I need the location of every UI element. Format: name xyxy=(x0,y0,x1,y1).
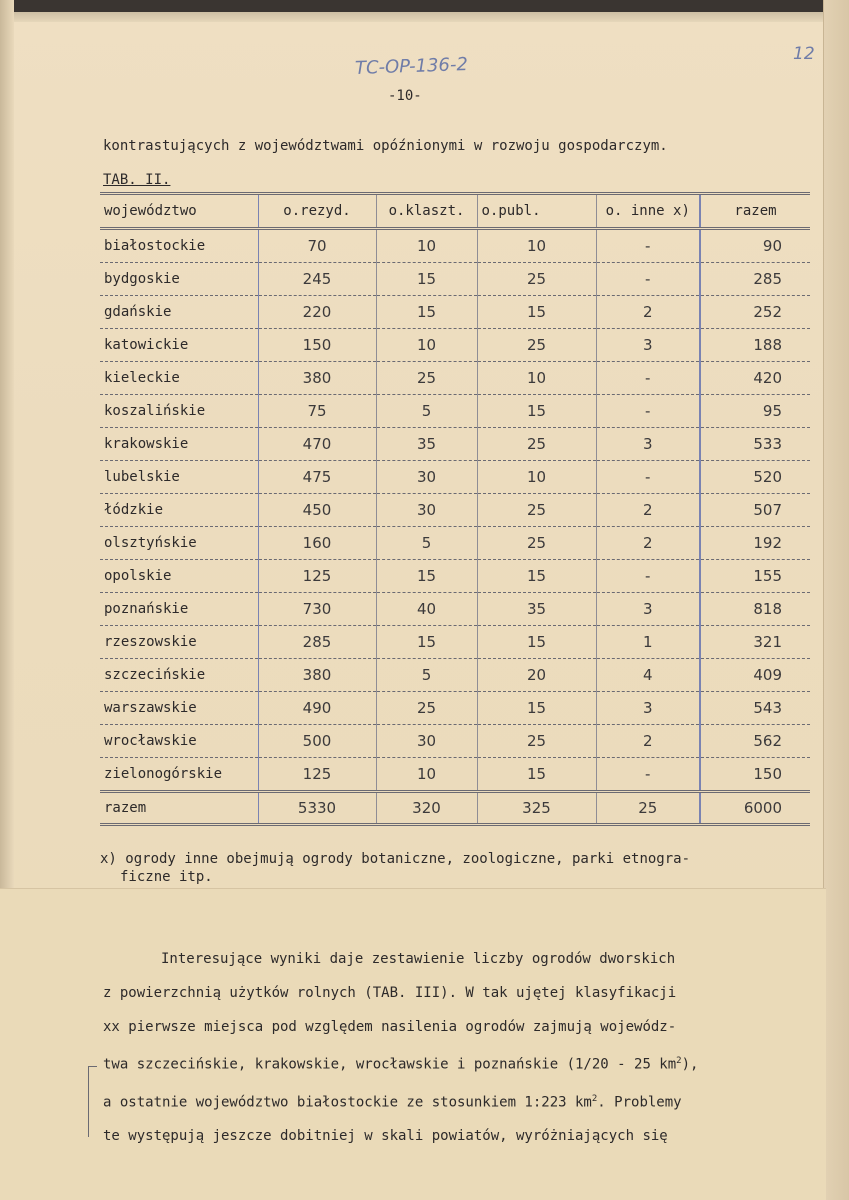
cell-other: 3 xyxy=(596,329,700,362)
total-sum: 6000 xyxy=(700,792,810,825)
cell-voivodeship: opolskie xyxy=(100,560,258,593)
table-row xyxy=(100,263,810,296)
cell-other: 4 xyxy=(596,659,700,692)
table-caption-text: TAB. II. xyxy=(103,172,171,188)
cell-total: 562 xyxy=(700,725,810,758)
cell-total: 192 xyxy=(700,527,810,560)
cell-total: 95 xyxy=(700,395,810,428)
cell-total: 507 xyxy=(700,494,810,527)
cell-residential: 245 xyxy=(258,263,376,296)
cell-total: 409 xyxy=(700,659,810,692)
table-row xyxy=(100,560,810,593)
cell-monastic: 30 xyxy=(376,494,477,527)
table-row xyxy=(100,461,810,494)
total-monastic: 320 xyxy=(376,792,477,825)
cell-public: 25 xyxy=(477,494,596,527)
cell-public: 10 xyxy=(477,362,596,395)
cell-residential: 125 xyxy=(258,758,376,792)
paper-right-edge xyxy=(823,0,849,1200)
cell-public: 15 xyxy=(477,560,596,593)
table-row xyxy=(100,593,810,626)
scan-top-edge xyxy=(0,0,849,12)
paragraph-line-5-text: a ostatnie województwo białostockie ze stosunkiem 1:223 km xyxy=(103,1094,592,1111)
cell-residential: 125 xyxy=(258,560,376,593)
cell-total: 818 xyxy=(700,593,810,626)
margin-bracket-mark xyxy=(88,1066,97,1137)
table-total-row xyxy=(100,792,810,825)
cell-residential: 490 xyxy=(258,692,376,725)
cell-residential: 75 xyxy=(258,395,376,428)
paragraph-line-1: Interesujące wyniki daje zestawienie liczby ogrodów dworskich xyxy=(161,951,676,967)
cell-total: 420 xyxy=(700,362,810,395)
footnote-line-1: x) ogrody inne obejmują ogrody botaniczne, zoologiczne, parki etnogra- xyxy=(100,851,691,867)
cell-residential: 500 xyxy=(258,725,376,758)
cell-residential: 150 xyxy=(258,329,376,362)
cell-total: 188 xyxy=(700,329,810,362)
cell-voivodeship: koszalińskie xyxy=(100,395,258,428)
cell-monastic: 15 xyxy=(376,626,477,659)
table-row xyxy=(100,329,810,362)
superscript: 2 xyxy=(591,1093,598,1104)
cell-residential: 450 xyxy=(258,494,376,527)
cell-monastic: 15 xyxy=(376,296,477,329)
table-row xyxy=(100,725,810,758)
cell-public: 15 xyxy=(477,296,596,329)
cell-voivodeship: olsztyńskie xyxy=(100,527,258,560)
paragraph-line-5-end: . Problemy xyxy=(597,1094,682,1111)
table-row xyxy=(100,659,810,692)
cell-total: 520 xyxy=(700,461,810,494)
cell-public: 25 xyxy=(477,527,596,560)
body-paragraph xyxy=(103,942,823,1153)
cell-public: 10 xyxy=(477,461,596,494)
table-row xyxy=(100,626,810,659)
paragraph-line-2: z powierzchnią użytków rolnych (TAB. III). W tak ujętej klasyfikacji xyxy=(103,985,677,1001)
paragraph-line-6: te występują jeszcze dobitniej w skali powiatów, wyróżniających się xyxy=(103,1128,668,1145)
superscript: 2 xyxy=(676,1056,682,1066)
table-footnote xyxy=(100,850,690,886)
table-row xyxy=(100,494,810,527)
cell-other: - xyxy=(596,362,700,395)
table-row xyxy=(100,527,810,560)
handwritten-page-mark: 12 xyxy=(793,44,815,64)
total-label: razem xyxy=(100,792,258,825)
paragraph-line-4 xyxy=(103,1044,823,1082)
cell-other: 2 xyxy=(596,296,700,329)
table-header-row xyxy=(100,194,810,229)
cell-other: - xyxy=(596,461,700,494)
cell-monastic: 15 xyxy=(376,560,477,593)
cell-public: 15 xyxy=(477,758,596,792)
paragraph-line-4-text: twa szczecińskie, krakowskie, wrocławskie i poznańskie (1/20 - 25 km xyxy=(103,1056,677,1073)
total-other: 25 xyxy=(596,792,700,825)
page-number: -10- xyxy=(388,88,422,104)
total-public: 325 xyxy=(477,792,596,825)
cell-public: 15 xyxy=(477,692,596,725)
cell-monastic: 10 xyxy=(376,758,477,792)
cell-public: 25 xyxy=(477,329,596,362)
cell-voivodeship: bydgoskie xyxy=(100,263,258,296)
gardens-table xyxy=(100,192,810,826)
header-other: o. inne x) xyxy=(596,194,700,229)
cell-voivodeship: lubelskie xyxy=(100,461,258,494)
cell-other: - xyxy=(596,229,700,263)
cell-monastic: 40 xyxy=(376,593,477,626)
header-residential: o.rezyd. xyxy=(258,194,376,229)
total-residential: 5330 xyxy=(258,792,376,825)
table-row xyxy=(100,395,810,428)
header-monastic: o.klaszt. xyxy=(376,194,477,229)
cell-total: 155 xyxy=(700,560,810,593)
cell-residential: 470 xyxy=(258,428,376,461)
cell-voivodeship: łódzkie xyxy=(100,494,258,527)
cell-other: - xyxy=(596,758,700,792)
intro-line: kontrastujących z województwami opóźnionymi w rozwoju gospodarczym. xyxy=(103,138,668,154)
cell-total: 533 xyxy=(700,428,810,461)
cell-other: 3 xyxy=(596,593,700,626)
handwritten-reference-code: TC-OP-136-2 xyxy=(354,54,469,79)
cell-other: - xyxy=(596,560,700,593)
table-row xyxy=(100,362,810,395)
cell-total: 543 xyxy=(700,692,810,725)
paragraph-line-4-end: ), xyxy=(681,1056,699,1073)
cell-residential: 475 xyxy=(258,461,376,494)
cell-voivodeship: wrocławskie xyxy=(100,725,258,758)
cell-residential: 160 xyxy=(258,527,376,560)
cell-other: 2 xyxy=(596,494,700,527)
cell-other: 3 xyxy=(596,428,700,461)
cell-voivodeship: poznańskie xyxy=(100,593,258,626)
cell-residential: 285 xyxy=(258,626,376,659)
cell-monastic: 10 xyxy=(376,329,477,362)
cell-residential: 380 xyxy=(258,362,376,395)
cell-monastic: 5 xyxy=(376,527,477,560)
cell-voivodeship: krakowskie xyxy=(100,428,258,461)
cell-voivodeship: zielonogórskie xyxy=(100,758,258,792)
cell-public: 10 xyxy=(477,229,596,263)
cell-total: 285 xyxy=(700,263,810,296)
cell-residential: 70 xyxy=(258,229,376,263)
paragraph-line-3: xx pierwsze miejsca pod względem nasilenia ogrodów zajmują wojewódz- xyxy=(103,1019,677,1035)
cell-public: 15 xyxy=(477,395,596,428)
cell-public: 35 xyxy=(477,593,596,626)
cell-public: 25 xyxy=(477,725,596,758)
cell-other: 3 xyxy=(596,692,700,725)
table-row xyxy=(100,428,810,461)
cell-monastic: 35 xyxy=(376,428,477,461)
cell-voivodeship: warszawskie xyxy=(100,692,258,725)
header-public: o.publ. xyxy=(477,194,596,229)
cell-total: 90 xyxy=(700,229,810,263)
table-row xyxy=(100,758,810,792)
table-row xyxy=(100,296,810,329)
table-row xyxy=(100,692,810,725)
cell-voivodeship: rzeszowskie xyxy=(100,626,258,659)
cell-public: 25 xyxy=(477,428,596,461)
cell-monastic: 5 xyxy=(376,395,477,428)
cell-monastic: 30 xyxy=(376,725,477,758)
table-row xyxy=(100,229,810,263)
cell-public: 20 xyxy=(477,659,596,692)
cell-residential: 380 xyxy=(258,659,376,692)
cell-monastic: 5 xyxy=(376,659,477,692)
paragraph-line-5 xyxy=(103,1082,823,1120)
paper-top-fold xyxy=(0,12,849,22)
cell-voivodeship: białostockie xyxy=(100,229,258,263)
cell-other: 1 xyxy=(596,626,700,659)
cell-other: - xyxy=(596,263,700,296)
cell-residential: 730 xyxy=(258,593,376,626)
cell-total: 150 xyxy=(700,758,810,792)
cell-voivodeship: kieleckie xyxy=(100,362,258,395)
cell-other: 2 xyxy=(596,527,700,560)
header-total: razem xyxy=(700,194,810,229)
cell-monastic: 30 xyxy=(376,461,477,494)
cell-monastic: 25 xyxy=(376,692,477,725)
cell-residential: 220 xyxy=(258,296,376,329)
table-caption xyxy=(103,172,170,188)
cell-voivodeship: szczecińskie xyxy=(100,659,258,692)
cell-other: - xyxy=(596,395,700,428)
header-voivodeship: województwo xyxy=(100,194,258,229)
cell-voivodeship: katowickie xyxy=(100,329,258,362)
cell-public: 15 xyxy=(477,626,596,659)
cell-public: 25 xyxy=(477,263,596,296)
cell-other: 2 xyxy=(596,725,700,758)
cell-total: 321 xyxy=(700,626,810,659)
footnote-line-2: ficzne itp. xyxy=(120,869,213,885)
cell-monastic: 25 xyxy=(376,362,477,395)
cell-total: 252 xyxy=(700,296,810,329)
cell-monastic: 10 xyxy=(376,229,477,263)
cell-voivodeship: gdańskie xyxy=(100,296,258,329)
cell-monastic: 15 xyxy=(376,263,477,296)
